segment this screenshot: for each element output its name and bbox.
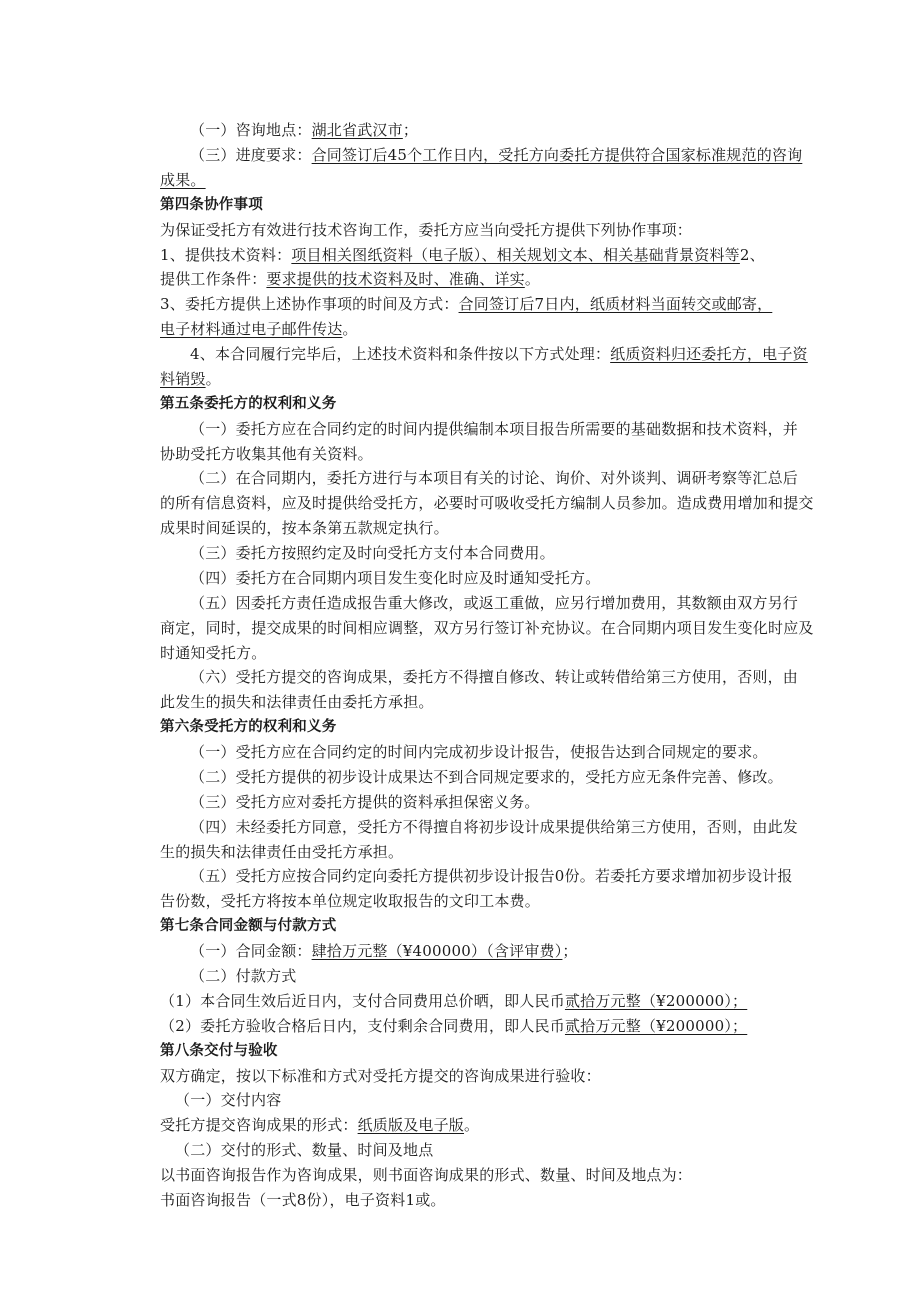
text-line: （二）在合同期内，委托方进行与本项目有关的讨论、询价、对外谈判、调研考察等汇总后	[190, 469, 799, 487]
text-line: （五）因委托方责任造成报告重大修改，或返工重做，应另行增加费用，其数额由双方另行	[190, 594, 799, 612]
section-heading-8: 第八条交付与验收	[160, 1043, 278, 1059]
text-line: 时通知受托方。	[160, 644, 267, 662]
text-line: （一）交付内容	[175, 1091, 282, 1109]
text-line: 双方确定，按以下标准和方式对受托方提交的咨询成果进行验收：	[160, 1067, 601, 1085]
text-line: （二）交付的形式、数量、时间及地点	[175, 1141, 434, 1159]
text-line: 协助受托方收集其他有关资料。	[160, 445, 373, 463]
text-line: （2）委托方验收合格后日内，支付剩余合同费用，即人民币贰拾万元整（¥200000）；	[160, 1017, 748, 1035]
text-line: （二）付款方式	[190, 967, 297, 985]
text-line: 商定，同时，提交成果的时间相应调整，双方另行签订补充协议。在合同期内项目发生变化时应及	[160, 619, 814, 637]
text-line: （三）进度要求：合同签订后45个工作日内，受托方向委托方提供符合国家标准规范的咨询	[190, 146, 803, 164]
text-line: 1、提供技术资料：项目相关图纸资料（电子版）、相关规划文本、相关基础背景资料等2、	[160, 246, 765, 264]
text-line: 提供工作条件：要求提供的技术资料及时、准确、详实。	[160, 270, 541, 288]
text-line: 生的损失和法律责任由受托方承担。	[160, 843, 404, 861]
section-heading-5: 第五条委托方的权利和义务	[160, 396, 337, 412]
text-line: （一）合同金额：肆拾万元整（¥400000）（含评审费）；	[190, 942, 578, 960]
text-line: （五）受托方应按合同约定向委托方提供初步设计报告0份。若委托方要求增加初步设计报	[190, 867, 793, 885]
text-line: （四）委托方在合同期内项目发生变化时应及时通知受托方。	[190, 569, 601, 587]
text-line: 料销毁。	[160, 370, 221, 388]
text-line: 4、本合同履行完毕后，上述技术资料和条件按以下方式处理：纸质资料归还委托方，电子资	[190, 345, 808, 363]
text-line: 以书面咨询报告作为咨询成果，则书面咨询成果的形式、数量、时间及地点为：	[160, 1166, 693, 1184]
section-heading-7: 第七条合同金额与付款方式	[160, 918, 337, 934]
text-line: （一）委托方应在合同约定的时间内提供编制本项目报告所需要的基础数据和技术资料，并	[190, 420, 799, 438]
text-line: （三）受托方应对委托方提供的资料承担保密义务。	[190, 793, 540, 811]
text-line: （四）未经委托方同意，受托方不得擅自将初步设计成果提供给第三方使用，否则，由此发	[190, 818, 799, 836]
text-line: 成果。	[160, 171, 206, 189]
section-heading-4: 第四条协作事项	[160, 197, 263, 213]
text-line: 受托方提交咨询成果的形式：纸质版及电子版。	[160, 1116, 480, 1134]
text-line: 告份数，受托方将按本单位规定收取报告的文印工本费。	[160, 892, 541, 910]
text-line: 电子材料通过电子邮件传达。	[160, 320, 358, 338]
text-line: 书面咨询报告（一式8份），电子资料1或。	[160, 1191, 446, 1209]
text-line: （一）咨询地点：湖北省武汉市；	[190, 121, 419, 139]
text-line: 3、委托方提供上述协作事项的时间及方式：合同签订后7日内，纸质材料当面转交或邮寄，	[160, 295, 773, 313]
text-line: （二）受托方提供的初步设计成果达不到合同规定要求的，受托方应无条件完善、修改。	[190, 768, 783, 786]
text-line: （一）受托方应在合同约定的时间内完成初步设计报告，使报告达到合同规定的要求。	[190, 743, 768, 761]
text-line: 为保证受托方有效进行技术咨询工作，委托方应当向受托方提供下列协作事项：	[160, 221, 693, 239]
text-line: （1）本合同生效后近日内，支付合同费用总价晒，即人民币贰拾万元整（¥200000）；	[160, 992, 748, 1010]
text-line: 的所有信息资料，应及时提供给受托方，必要时可吸收受托方编制人员参加。造成费用增加和提交	[160, 494, 814, 512]
text-line: 此发生的损失和法律责任由委托方承担。	[160, 693, 434, 711]
text-line: 成果时间延误的，按本条第五款规定执行。	[160, 519, 449, 537]
text-line: （三）委托方按照约定及时向受托方支付本合同费用。	[190, 544, 555, 562]
section-heading-6: 第六条受托方的权利和义务	[160, 719, 337, 735]
text-line: （六）受托方提交的咨询成果，委托方不得擅自修改、转让或转借给第三方使用，否则，由	[190, 668, 799, 686]
